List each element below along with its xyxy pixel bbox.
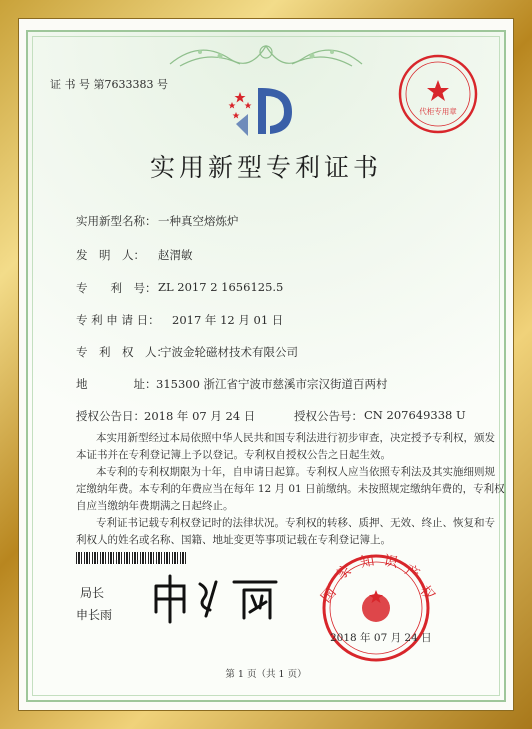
handwritten-signature-icon — [148, 572, 288, 624]
grant-date-label: 授权公告日： — [76, 409, 145, 423]
grant-pub-label: 授权公告号： — [294, 409, 363, 423]
field-value-address: 315300 浙江省宁波市慈溪市宗汉街道百两村 — [156, 377, 388, 391]
svg-text:知: 知 — [359, 552, 376, 572]
signature-title: 局长 — [80, 586, 105, 600]
barcode — [76, 552, 186, 564]
field-value-name: 一种真空熔炼炉 — [158, 214, 239, 228]
signature-name: 申长雨 — [76, 608, 113, 622]
seal-date: 2018 年 07 月 24 日 — [330, 632, 432, 644]
certificate-title: 实用新型专利证书 — [149, 153, 382, 182]
agency-stamp-icon — [396, 52, 480, 136]
svg-text:识: 识 — [382, 552, 399, 572]
official-seal-icon — [306, 552, 446, 664]
body-line-7: 利权人的姓名或名称、国籍、地址变更等事项记载在专利登记簿上。 — [76, 534, 391, 546]
body-line-3: 本专利的专利权期限为十年，自申请日起算。专利权人应当依照专利法及其实施细则规 — [96, 466, 495, 478]
svg-text:国: 国 — [318, 584, 340, 606]
field-label-patentee: 专 利 权 人： — [76, 345, 168, 359]
field-label-name: 实用新型名称： — [76, 214, 157, 228]
field-label-patent-no: 专 利 号： — [76, 281, 157, 295]
grant-pub-value: CN 207649338 U — [364, 408, 466, 422]
body-line-2: 本证书并在专利登记簿上予以登记。专利权自授权公告之日起生效。 — [76, 449, 391, 461]
grant-date-value: 2018 年 07 月 24 日 — [144, 409, 256, 423]
field-label-address: 地 址： — [76, 377, 157, 391]
field-value-patent-no: ZL 2017 2 1656125.5 — [158, 280, 284, 294]
body-line-1: 本实用新型经过本局依照中华人民共和国专利法进行初步审查，决定授予专利权，颁发 — [96, 432, 495, 444]
field-value-patentee: 宁波金轮磁材技术有限公司 — [160, 345, 298, 359]
body-line-5: 自应当缴纳年费期满之日起终止。 — [76, 500, 234, 512]
cnipa-logo-icon — [226, 84, 306, 140]
field-value-inventor: 赵渭敏 — [158, 248, 193, 262]
svg-text:权: 权 — [416, 582, 438, 604]
top-ornament-icon — [160, 34, 372, 74]
page-footer: 第 1 页（共 1 页） — [225, 669, 307, 680]
stamp-top-text: 代柜专用章 — [419, 107, 457, 116]
field-label-inventor: 发 明 人： — [76, 248, 145, 262]
body-line-6: 专利证书记载专利权登记时的法律状况。专利权的转移、质押、无效、终止、恢复和专 — [96, 517, 495, 529]
field-label-filing-date: 专 利 申 请 日： — [76, 313, 160, 327]
svg-text:产: 产 — [401, 562, 423, 583]
field-value-filing-date: 2017 年 12 月 01 日 — [172, 313, 284, 327]
body-line-4: 定缴纳年费。本专利的年费应当在每年 12 月 01 日前缴纳。未按照规定缴纳年费的，专利权 — [76, 483, 505, 495]
certificate-number: 证 书 号 第7633383 号 — [50, 78, 168, 91]
svg-text:家: 家 — [333, 562, 355, 583]
